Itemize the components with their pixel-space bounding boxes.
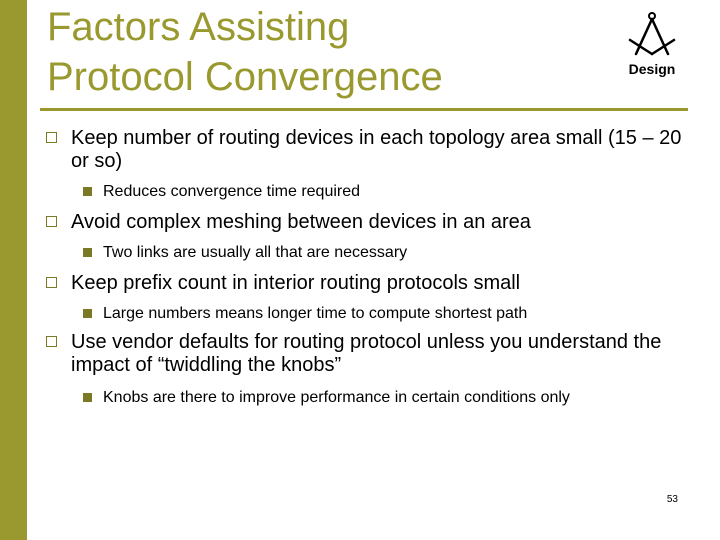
bullet-list [46, 127, 686, 408]
sub-bullet-text: Reduces convergence time required [103, 183, 361, 200]
bullet-text: Keep number of routing devices in each topology area small (15 – 20 or so) [71, 127, 682, 172]
design-logo [612, 10, 692, 82]
compass-square-icon [626, 10, 678, 58]
sub-bullet-text: Knobs are there to improve performance in certain conditions only [103, 389, 570, 406]
title-divider [40, 108, 688, 111]
hollow-square-bullet-icon [46, 132, 57, 143]
hollow-square-bullet-icon [46, 336, 57, 347]
sub-bullet-item [46, 243, 686, 263]
page-number: 53 [666, 494, 678, 505]
filled-square-bullet-icon [83, 248, 92, 257]
bullet-text: Use vendor defaults for routing protocol unless you understand the impact of “twiddling the knobs” [71, 331, 662, 376]
logo-label: Design [628, 61, 676, 77]
bullet-item [46, 272, 686, 295]
bullet-item [46, 331, 686, 377]
sub-bullet-item [46, 304, 686, 324]
title-line-2: Protocol Convergence [47, 55, 443, 99]
bullet-item [46, 211, 686, 234]
filled-square-bullet-icon [83, 309, 92, 318]
bullet-item [46, 127, 686, 173]
bullet-text: Keep prefix count in interior routing protocols small [71, 272, 521, 294]
sub-bullet-item [46, 388, 686, 408]
sub-bullet-text: Two links are usually all that are necessary [103, 244, 408, 261]
filled-square-bullet-icon [83, 187, 92, 196]
sidebar-accent-bar [0, 0, 27, 540]
sub-bullet-item [46, 182, 686, 202]
filled-square-bullet-icon [83, 393, 92, 402]
sub-bullet-text: Large numbers means longer time to compute shortest path [103, 305, 528, 322]
bullet-text: Avoid complex meshing between devices in an area [71, 211, 531, 233]
title-line-1: Factors Assisting [47, 5, 350, 49]
hollow-square-bullet-icon [46, 216, 57, 227]
slide-title [47, 2, 567, 102]
hollow-square-bullet-icon [46, 277, 57, 288]
